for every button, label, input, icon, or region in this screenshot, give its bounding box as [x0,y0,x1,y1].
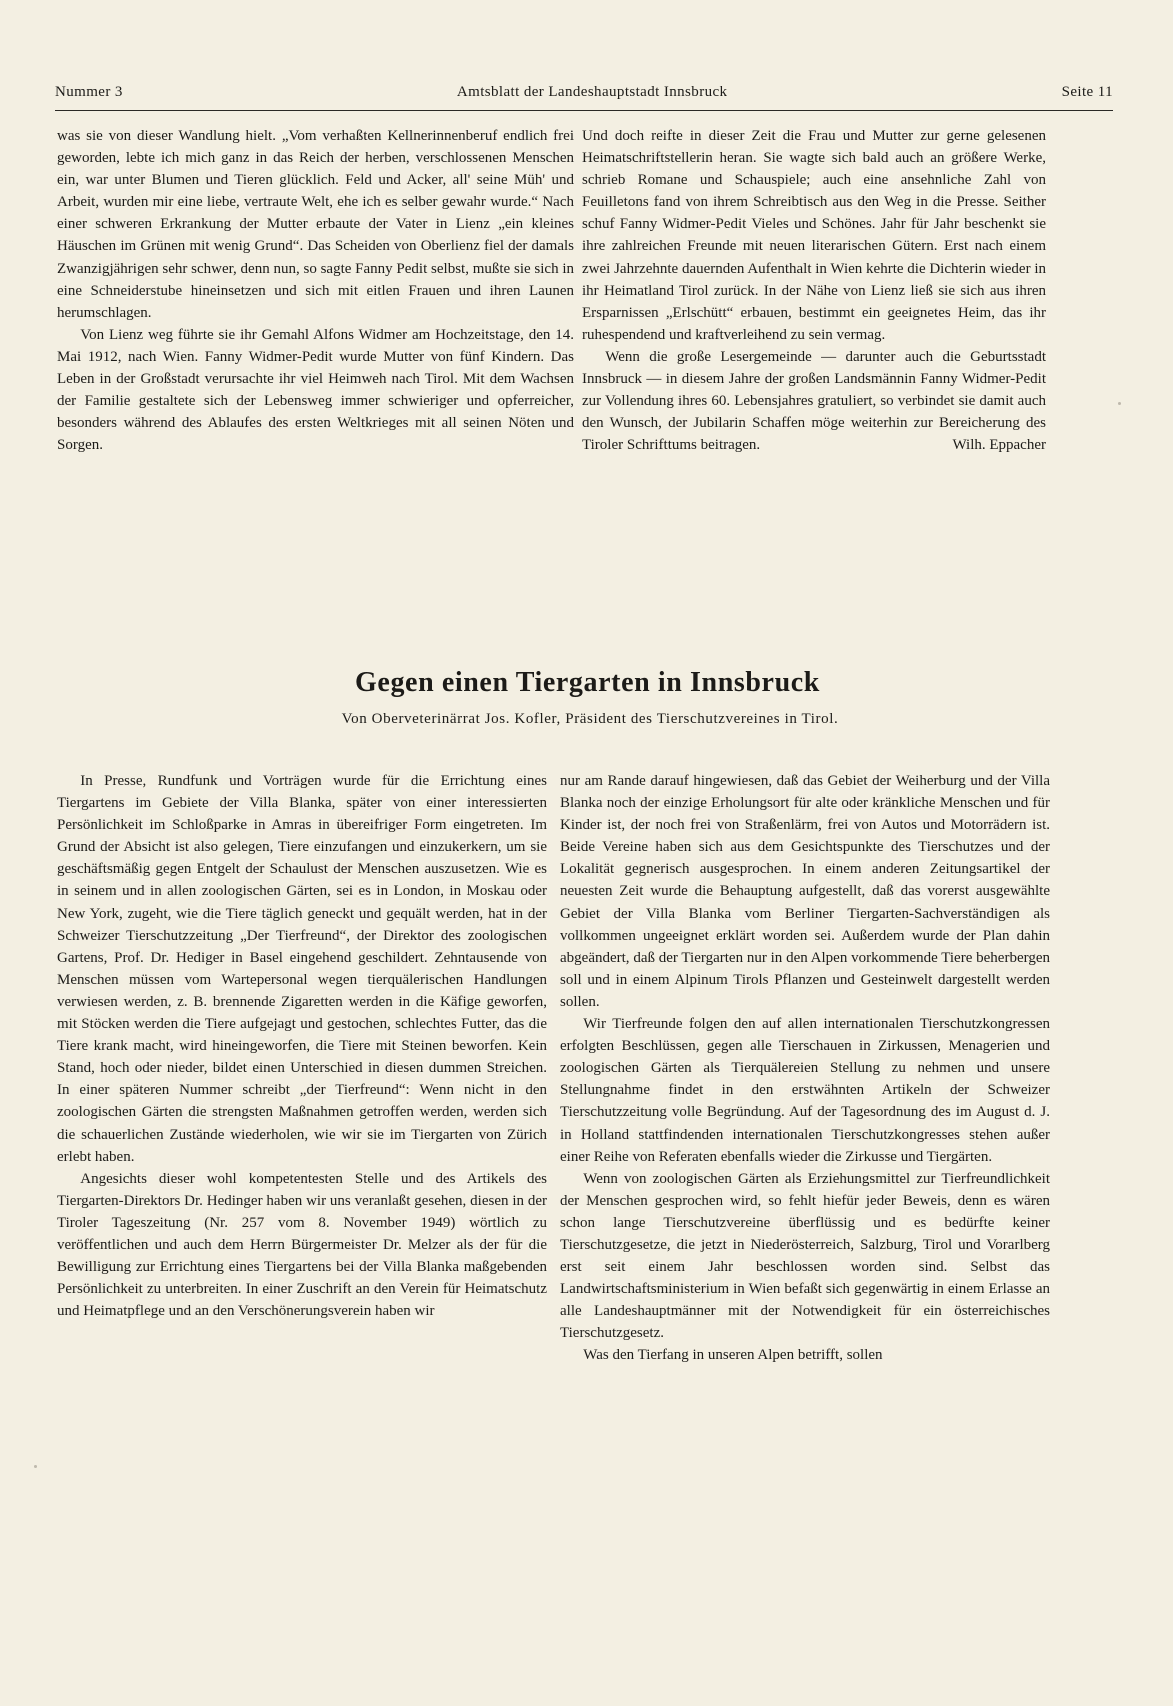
top-article-right-column [582,125,1046,613]
paper-speck [34,1465,37,1468]
paragraph [582,346,1046,456]
article-right-column [560,770,1050,1660]
paragraph: Und doch reifte in dieser Zeit die Frau und Mutter zur gerne gelesenen Heimatschriftstellerin heran. Sie wagte sich bald auch an größere Werke, schrieb Romane und Schauspiele; auch eine ansehnliche Zahl von Feuilletons fand von ihrem Schreibtisch aus den Weg in die Presse. Seither schuf Fanny Widmer-Pedit Vieles und Schönes. Jahr für Jahr beschenkt sie ihre zahlreichen Freunde mit neuen literarischen Gütern. Erst nach einem zwei Jahrzehnte dauernden Aufenthalt in Wien kehrte die Dichterin wieder in ihr Heimatland Tirol zurück. In der Nähe von Lienz ließ sie sich aus ihren Ersparnissen „Erlschütt“ erbauen, bestimmt ein geeignetes Heim, das ihr ruhespendend und kraftverleihend zu sein vermag. [582,128,1046,343]
paragraph: In Presse, Rundfunk und Vorträgen wurde für die Errichtung eines Tiergartens im Gebiete der Villa Blanka, später von einer interessierten Persönlichkeit im Schloßparke in Amras in übereifriger Form eingetreten. Im Grund der Absicht ist also gelegen, Tiere einzufangen und einzukerkern, um sie geschäftsmäßig gegen Entgelt der Schaulust der Menschen auszusetzen. Wie es in seinem und in allen zoologischen Gärten, sei es in London, in Moskau oder New York, zugeht, wie die Tiere täglich geneckt und gequält werden, hat in der Schweizer Tierschutzzeitung „Der Tierfreund“, der Direktor des zoologischen Gartens, Prof. Dr. Hediger in Basel eingehend geschildert. Zehntausende von Menschen müssen vom Wartepersonal wegen tierquälerischen Handlungen verwiesen werden, z. B. brennende Zigaretten werden in die Käfige geworfen, mit Stöcken werden die Tiere aufgejagt und gestochen, schlechtes Futter, das die Tiere krank macht, wird hineingeworfen, die Tiere mit Steinen beworfen. Kein Stand, hoch oder nieder, bildet einen Unterschied in diesen dummen Streichen. In einer späteren Nummer schreibt „der Tierfreund“: Wenn nicht in den zoologischen Gärten die strengsten Maßnahmen getroffen werden, werden sich die schauerlichen Zustände wiederholen, wie wir sie im Tiergarten von Zürich erlebt haben. [57,773,547,1165]
paragraph: was sie von dieser Wandlung hielt. „Vom verhaßten Kellnerinnenberuf endlich frei geworden, lebte ich mich ganz in das Reich der herben, verschlossenen Menschen ein, war unter Blumen und Tieren glücklich. Feld und Acker, all' seine Müh' und Arbeit, wurden mir eine liebe, vertraute Welt, ehe ich es selber gewahr wurde.“ Nach einer schweren Erkrankung der Mutter erbaute der Vater in Lienz „ein kleines Häuschen im Grünen mit wenig Grund“. Das Scheiden von Oberlienz fiel der damals Zwanzigjährigen sehr schwer, denn nun, so sagte Fanny Pedit selbst, mußte sie sich in eine Schneiderstube hineinsetzen und sich mit eitlen Frauen und ihren Launen herumschlagen. [57,128,574,321]
paragraph: Wir Tierfreunde folgen den auf allen internationalen Tierschutzkongressen erfolgten Beschlüssen, gegen alle Tierschauen in Zirkussen, Menagerien und zoologischen Gärten als Tierquälereien Stellung zu nehmen und unsere Stellungnahme findet in den erstwähnten Artikeln der Schweizer Tierschutzzeitung volle Begründung. Auf der Tagesordnung des im August d. J. in Holland stattfindenden internationalen Tierschutzkongresses stehen außer einer Reihe von Referaten ebenfalls wieder die Zirkusse und Tiergärten. [560,1016,1050,1165]
running-header [55,84,1113,108]
paragraph: Angesichts dieser wohl kompetentesten Stelle und des Artikels des Tiergarten-Direktors Dr. Hedinger haben wir uns veranlaßt gesehen, diesen in der Tiroler Tageszeitung (Nr. 257 vom 8. November 1949) wörtlich zu veröffentlichen und auch dem Herrn Bürgermeister Dr. Melzer als der für die Bewilligung zur Errichtung eines Tiergartens bei der Villa Blanka maßgebenden Persönlichkeit zu unterbreiten. In einer Zuschrift an den Verein für Heimatschutz und Heimatpflege und an den Verschönerungsverein haben wir [57,1170,547,1320]
article-byline: Von Oberveterinärrat Jos. Kofler, Präsident des Tierschutzvereines in Tirol. [341,711,839,727]
paragraph-text: Wenn die große Lesergemeinde — darunter auch die Geburtsstadt Innsbruck — in diesem Jahre der großen Landsmännin Fanny Widmer-Pedit zur Vollendung ihres 60. Lebensjahres gratuliert, so verbindet sie damit auch den Wunsch, der Jubilarin Schaffen möge weiterhin zur Bereicherung des Tiroler Schrifttums beitragen. [582,348,1046,454]
issue-number: Nummer 3 [55,84,123,100]
paragraph: Wenn von zoologischen Gärten als Erziehungsmittel zur Tierfreundlichkeit der Menschen gesprochen wird, so fehlt hiefür jeder Beweis, denn es wären schon lange Tierschutzvereine überflüssig und es bedürfte keiner Tierschutzgesetze, die jetzt in Niederösterreich, Salzburg, Tirol und Vorarlberg erst seit einem Jahr beschlossen worden sind. Selbst das Landwirtschaftsministerium in Wien befaßt sich gegenwärtig in einem Erlasse an alle Landeshauptmänner mit der Notwendigkeit für ein österreichisches Tierschutzgesetz. [560,1170,1050,1342]
page-number: Seite 11 [1061,84,1113,100]
article-left-column [57,770,547,1660]
author-signature: Wilh. Eppacher [952,437,1046,454]
header-rule [55,110,1113,111]
paragraph: Von Lienz weg führte sie ihr Gemahl Alfons Widmer am Hochzeitstage, den 14. Mai 1912, nach Wien. Fanny Widmer-Pedit wurde Mutter von fünf Kindern. Das Leben in der Großstadt verursachte ihr viel Heimweh nach Tirol. Mit dem Wachsen der Familie gestaltete sich der Lebensweg immer schwieriger und opferreicher, besonders während des Ablaufes des ersten Weltkrieges mit all seinen Nöten und Sorgen. [57,326,574,454]
paper-speck [1118,402,1121,405]
paragraph: nur am Rande darauf hingewiesen, daß das Gebiet der Weiherburg und der Villa Blanka noch der einzige Erholungsort für alte oder kränkliche Menschen und für Kinder ist, der noch frei von Straßenlärm, frei von Autos und Motorrädern ist. Beide Vereine haben sich aus dem Gesichtspunkte des Tierschutzes und der Lokalität gegnerisch ausgesprochen. In einem anderen Zeitungsartikel der neuesten Zeit wurde die Behauptung aufgestellt, daß das vorerst ausgewählte Gebiet der Villa Blanka vom Berliner Tiergarten-Sachverständigen als vollkommen ungeeignet erklärt worden sei. Außerdem wurde der Plan dahin abgeändert, daß der Tiergarten nur in den Alpen vorkommende Tiere beherbergen soll und in einem Alpinum Tirols Pflanzen und Gesteinwelt dargestellt werden sollen. [560,773,1050,1010]
top-article-left-column [57,125,574,480]
paragraph: Was den Tierfang in unseren Alpen betrifft, sollen [583,1347,883,1364]
article-title: Gegen einen Tiergarten in Innsbruck [355,667,820,698]
publication-title: Amtsblatt der Landeshauptstadt Innsbruck [456,84,728,100]
